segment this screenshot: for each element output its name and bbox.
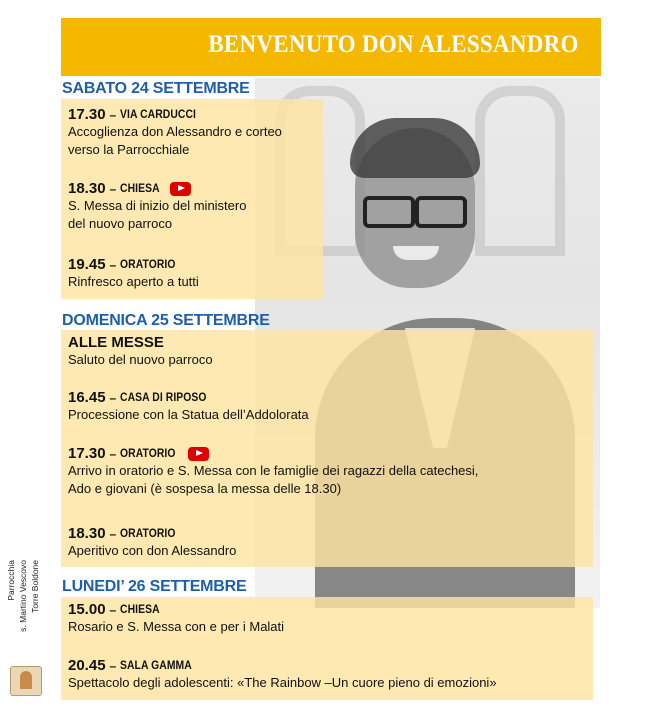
event-time: ALLE MESSE [68, 334, 164, 351]
day-label-sunday: DOMENICA 25 SETTEMBRE [62, 312, 270, 329]
event-item: 17.30 – ORATORIO Arrivo in oratorio e S. Messa con le famiglie dei ragazzi della catechesi, Ado e giovani (è sospesa la messa delle 18.30) [68, 445, 479, 496]
event-item: 18.30 – CHIESA S. Messa di inizio del ministero del nuovo parroco [68, 180, 247, 231]
parish-logo-icon [10, 666, 42, 696]
event-item: 15.00 – CHIESA Rosario e S. Messa con e per i Malati [68, 601, 285, 634]
event-place: SALA GAMMA [120, 659, 193, 672]
youtube-play-icon[interactable] [170, 182, 191, 196]
event-place: CHIESA [120, 603, 160, 616]
header-banner [61, 18, 601, 76]
event-item: 20.45 – SALA GAMMA Spettacolo degli adolescenti: «The Rainbow –Un cuore pieno di emozioni» [68, 657, 497, 690]
event-time: 17.30 [68, 445, 106, 462]
event-time: 18.30 [68, 525, 106, 542]
event-item: 17.30 – VIA CARDUCCI Accoglienza don Alessandro e corteo verso la Parrocchiale [68, 106, 282, 157]
event-item: 18.30 – ORATORIO Aperitivo con don Alessandro [68, 525, 237, 558]
event-place: CHIESA [120, 182, 160, 195]
event-place: ORATORIO [120, 258, 176, 271]
youtube-play-icon[interactable] [188, 447, 209, 461]
page-title: BENVENUTO DON ALESSANDRO [208, 31, 579, 58]
event-time: 18.30 [68, 180, 106, 197]
event-item: ALLE MESSE Saluto del nuovo parroco [68, 334, 213, 367]
event-time: 20.45 [68, 657, 106, 674]
event-time: 19.45 [68, 256, 106, 273]
event-time: 16.45 [68, 389, 106, 406]
event-time: 15.00 [68, 601, 106, 618]
event-place: ORATORIO [120, 527, 176, 540]
event-time: 17.30 [68, 106, 106, 123]
event-item: 16.45 – CASA DI RIPOSO Processione con la Statua dell’Addolorata [68, 389, 309, 422]
event-place: ORATORIO [120, 447, 176, 460]
day-label-saturday: SABATO 24 SETTEMBRE [62, 80, 250, 97]
event-item: 19.45 – ORATORIO Rinfresco aperto a tutti [68, 256, 199, 289]
event-place: CASA DI RIPOSO [120, 391, 207, 404]
day-label-monday: LUNEDI’ 26 SETTEMBRE [62, 578, 247, 595]
event-place: VIA CARDUCCI [120, 108, 197, 121]
parish-credit: Parrocchia s. Martino Vescovo Torre Boldone [6, 560, 40, 632]
